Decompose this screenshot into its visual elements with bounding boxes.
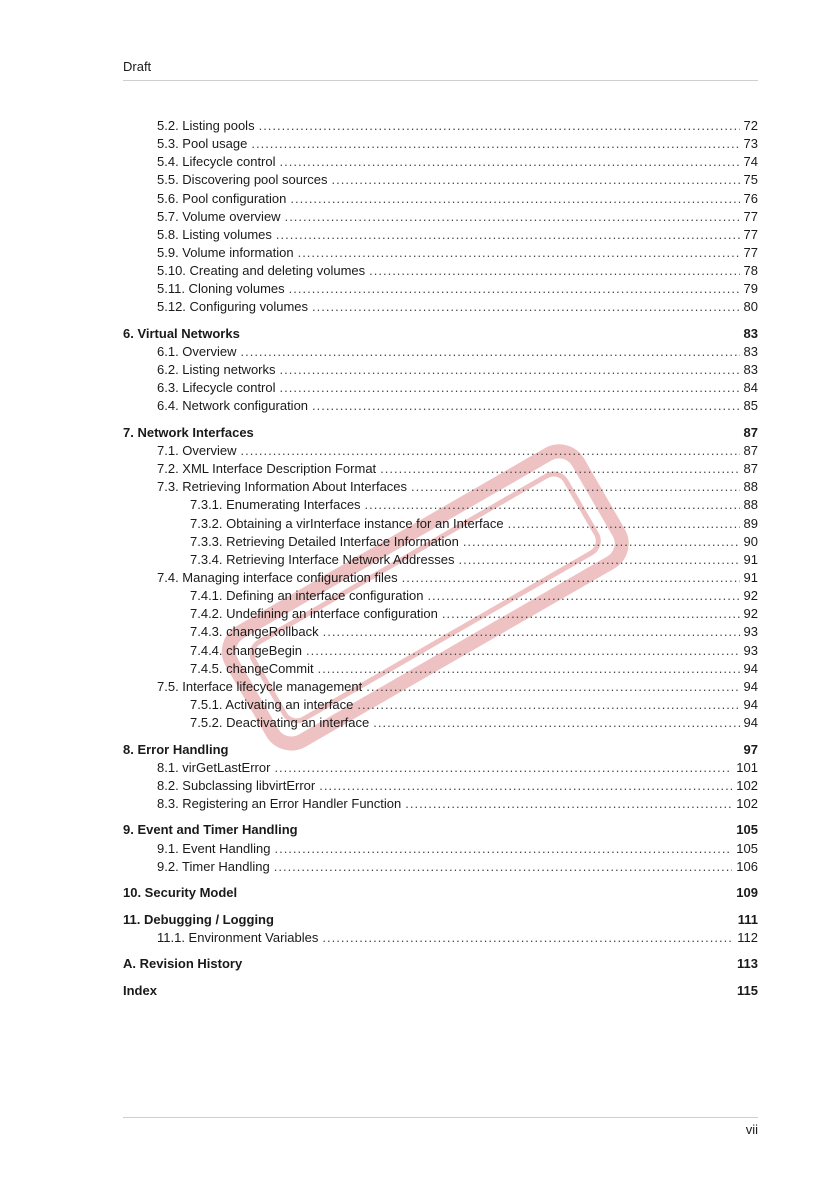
dot-leader — [289, 281, 740, 296]
toc-entry-title: 5.11. Cloning volumes — [157, 281, 285, 297]
toc-entry[interactable] — [123, 154, 758, 172]
toc-entry-page-number: 87 — [743, 442, 758, 458]
toc-entry-page-number: 91 — [743, 569, 758, 585]
toc-entry-title: 7.5.1. Activating an interface — [190, 696, 354, 712]
toc-entry[interactable] — [123, 281, 758, 299]
toc-entry[interactable] — [123, 172, 758, 190]
dot-leader — [427, 588, 739, 603]
dot-leader — [298, 245, 740, 260]
toc-entry[interactable] — [123, 796, 758, 814]
toc-entry-title: 8.2. Subclassing libvirtError — [157, 777, 316, 793]
dot-leader — [411, 479, 740, 494]
toc-entry[interactable] — [123, 930, 758, 948]
toc-entry-page-number: 77 — [743, 208, 758, 224]
toc-entry-title: 11. Debugging / Logging — [123, 911, 274, 927]
toc-entry-title: 7.2. XML Interface Description Format — [157, 461, 377, 477]
toc-entry-title: 7.4.5. changeCommit — [190, 660, 314, 676]
dot-leader — [280, 362, 740, 377]
toc-entry-title: 5.10. Creating and deleting volumes — [157, 263, 366, 279]
toc-entry-title: 7.3.1. Enumerating Interfaces — [190, 497, 361, 513]
toc-entry[interactable] — [123, 715, 758, 733]
toc-entry-page-number: 87 — [743, 461, 758, 477]
toc-entry[interactable] — [123, 443, 758, 461]
toc-entry-title: A. Revision History — [123, 956, 243, 972]
table-of-contents — [123, 118, 758, 1001]
toc-entry-title: 8. Error Handling — [123, 741, 229, 757]
toc-entry-title: 6.4. Network configuration — [157, 398, 309, 414]
toc-entry-title: 10. Security Model — [123, 885, 238, 901]
toc-entry-title: 5.5. Discovering pool sources — [157, 172, 328, 188]
toc-entry-page-number: 74 — [743, 154, 758, 170]
toc-entry[interactable] — [123, 760, 758, 778]
toc-entry-title: 5.7. Volume overview — [157, 208, 281, 224]
toc-entry-title: 8.1. virGetLastError — [157, 759, 271, 775]
toc-entry[interactable] — [123, 679, 758, 697]
toc-entry-page-number: 111 — [737, 911, 758, 927]
dot-leader — [366, 679, 739, 694]
toc-entry-title: Index — [123, 982, 157, 998]
dot-leader — [318, 661, 740, 676]
toc-entry[interactable] — [123, 263, 758, 281]
toc-entry-title: 5.12. Configuring volumes — [157, 299, 309, 315]
toc-entry[interactable] — [123, 606, 758, 624]
toc-entry-page-number: 92 — [743, 606, 758, 622]
toc-entry[interactable] — [123, 570, 758, 588]
dot-leader — [306, 643, 739, 658]
toc-entry[interactable] — [123, 479, 758, 497]
header-divider — [123, 80, 758, 81]
toc-entry-page-number: 83 — [743, 343, 758, 359]
toc-chapter-entry[interactable] — [123, 822, 758, 840]
toc-entry[interactable] — [123, 516, 758, 534]
toc-entry-page-number: 78 — [743, 263, 758, 279]
dot-leader — [251, 136, 739, 151]
dot-leader — [240, 443, 739, 458]
toc-entry-page-number: 85 — [743, 398, 758, 414]
toc-entry[interactable] — [123, 778, 758, 796]
dot-leader — [442, 606, 740, 621]
toc-entry-page-number: 84 — [743, 380, 758, 396]
toc-entry-title: 7. Network Interfaces — [123, 424, 254, 440]
toc-entry[interactable] — [123, 380, 758, 398]
toc-entry[interactable] — [123, 118, 758, 136]
toc-entry-title: 6.2. Listing networks — [157, 362, 276, 378]
toc-entry-page-number: 91 — [743, 551, 758, 567]
toc-entry-title: 9.2. Timer Handling — [157, 858, 270, 874]
toc-chapter-entry[interactable] — [123, 326, 758, 344]
toc-entry[interactable] — [123, 643, 758, 661]
toc-entry-title: 7.3.3. Retrieving Detailed Interface Information — [190, 533, 459, 549]
toc-entry[interactable] — [123, 534, 758, 552]
toc-entry-page-number: 102 — [736, 795, 758, 811]
toc-entry-page-number: 97 — [743, 741, 758, 757]
toc-entry[interactable] — [123, 461, 758, 479]
toc-entry[interactable] — [123, 227, 758, 245]
toc-entry[interactable] — [123, 497, 758, 515]
toc-entry-title: 7.4.4. changeBegin — [190, 642, 303, 658]
dot-leader — [274, 841, 732, 856]
toc-entry-title: 7.3.4. Retrieving Interface Network Addresses — [190, 551, 455, 567]
toc-entry-title: 5.4. Lifecycle control — [157, 154, 276, 170]
toc-entry-page-number: 101 — [736, 759, 758, 775]
toc-entry-page-number: 83 — [743, 362, 758, 378]
toc-entry-title: 7.4.2. Undefining an interface configuration — [190, 606, 438, 622]
toc-entry[interactable] — [123, 191, 758, 209]
toc-entry-title: 5.8. Listing volumes — [157, 226, 272, 242]
dot-leader — [373, 715, 739, 730]
dot-leader — [274, 760, 732, 775]
toc-entry-title: 5.6. Pool configuration — [157, 190, 287, 206]
toc-chapter-entry[interactable] — [123, 885, 758, 903]
dot-leader — [322, 930, 733, 945]
toc-entry[interactable] — [123, 859, 758, 877]
dot-leader — [319, 778, 732, 793]
toc-entry-page-number: 73 — [743, 136, 758, 152]
dot-leader — [312, 299, 740, 314]
toc-entry-page-number: 113 — [737, 956, 758, 972]
toc-entry-page-number: 106 — [736, 858, 758, 874]
toc-entry-page-number: 105 — [736, 840, 758, 856]
toc-entry-title: 9. Event and Timer Handling — [123, 822, 298, 838]
toc-entry-title: 7.3.2. Obtaining a virInterface instance for an Interface — [190, 515, 504, 531]
toc-entry-title: 8.3. Registering an Error Handler Function — [157, 795, 402, 811]
toc-entry-title: 5.2. Listing pools — [157, 118, 255, 133]
dot-leader — [463, 534, 740, 549]
dot-leader — [259, 118, 740, 133]
toc-chapter-entry[interactable] — [123, 956, 758, 974]
toc-chapter-entry[interactable] — [123, 983, 758, 1001]
toc-entry-page-number: 94 — [743, 678, 758, 694]
toc-entry[interactable] — [123, 552, 758, 570]
page-number: vii — [745, 1122, 758, 1137]
toc-entry-page-number: 92 — [743, 588, 758, 604]
toc-entry[interactable] — [123, 245, 758, 263]
toc-entry-page-number: 102 — [736, 777, 758, 793]
dot-leader — [323, 624, 740, 639]
toc-entry-page-number: 112 — [737, 929, 758, 945]
dot-leader — [357, 697, 739, 712]
toc-entry-page-number: 94 — [743, 696, 758, 712]
dot-leader — [332, 172, 740, 187]
toc-entry[interactable] — [123, 209, 758, 227]
toc-entry-title: 7.4.1. Defining an interface configuration — [190, 588, 424, 604]
toc-entry-title: 7.5. Interface lifecycle management — [157, 678, 363, 694]
toc-entry-page-number: 77 — [743, 226, 758, 242]
toc-entry-page-number: 80 — [743, 299, 758, 315]
toc-entry-title: 9.1. Event Handling — [157, 840, 271, 856]
dot-leader — [276, 227, 740, 242]
dot-leader — [458, 552, 739, 567]
toc-entry-title: 7.5.2. Deactivating an interface — [190, 715, 370, 731]
toc-entry-page-number: 77 — [743, 244, 758, 260]
toc-entry-title: 6.1. Overview — [157, 343, 237, 359]
dot-leader — [380, 461, 739, 476]
toc-entry-page-number: 115 — [737, 982, 758, 998]
toc-entry-title: 7.4. Managing interface configuration files — [157, 569, 398, 585]
running-header: Draft — [123, 59, 152, 74]
dot-leader — [240, 344, 739, 359]
dot-leader — [280, 154, 740, 169]
dot-leader — [508, 516, 740, 531]
footer-divider — [123, 1117, 758, 1118]
toc-entry-page-number: 72 — [743, 118, 758, 133]
toc-entry-title: 6.3. Lifecycle control — [157, 380, 276, 396]
toc-entry[interactable] — [123, 697, 758, 715]
toc-entry[interactable] — [123, 136, 758, 154]
toc-entry-title: 7.3. Retrieving Information About Interfaces — [157, 479, 408, 495]
toc-entry-title: 5.9. Volume information — [157, 244, 294, 260]
dot-leader — [312, 398, 740, 413]
dot-leader — [290, 191, 739, 206]
toc-entry-title: 6. Virtual Networks — [123, 325, 240, 341]
toc-entry[interactable] — [123, 661, 758, 679]
dot-leader — [365, 497, 740, 512]
dot-leader — [285, 209, 740, 224]
toc-entry-title: 5.3. Pool usage — [157, 136, 248, 152]
dot-leader — [369, 263, 739, 278]
toc-entry[interactable] — [123, 398, 758, 416]
toc-chapter-entry[interactable] — [123, 742, 758, 760]
toc-entry-page-number: 93 — [743, 642, 758, 658]
toc-entry-page-number: 88 — [743, 497, 758, 513]
toc-entry-page-number: 75 — [743, 172, 758, 188]
toc-entry-page-number: 83 — [743, 325, 758, 341]
dot-leader — [274, 859, 733, 874]
toc-entry-title: 7.1. Overview — [157, 442, 237, 458]
dot-leader — [402, 570, 740, 585]
toc-entry-page-number: 87 — [743, 424, 758, 440]
toc-entry[interactable] — [123, 362, 758, 380]
toc-entry-page-number: 88 — [743, 479, 758, 495]
toc-entry-page-number: 76 — [743, 190, 758, 206]
toc-entry[interactable] — [123, 624, 758, 642]
toc-entry[interactable] — [123, 299, 758, 317]
toc-entry-page-number: 90 — [743, 533, 758, 549]
dot-leader — [405, 796, 732, 811]
toc-entry-page-number: 93 — [743, 624, 758, 640]
toc-entry[interactable] — [123, 588, 758, 606]
toc-entry[interactable] — [123, 344, 758, 362]
toc-entry-title: 11.1. Environment Variables — [157, 929, 319, 945]
toc-chapter-entry[interactable] — [123, 912, 758, 930]
toc-chapter-entry[interactable] — [123, 425, 758, 443]
toc-entry-page-number: 94 — [743, 660, 758, 676]
toc-entry-page-number: 105 — [736, 822, 758, 838]
toc-entry-page-number: 94 — [743, 715, 758, 731]
toc-entry-page-number: 109 — [736, 885, 758, 901]
toc-entry-page-number: 89 — [743, 515, 758, 531]
dot-leader — [280, 380, 740, 395]
toc-entry-title: 7.4.3. changeRollback — [190, 624, 319, 640]
toc-entry-page-number: 79 — [743, 281, 758, 297]
toc-entry[interactable] — [123, 841, 758, 859]
